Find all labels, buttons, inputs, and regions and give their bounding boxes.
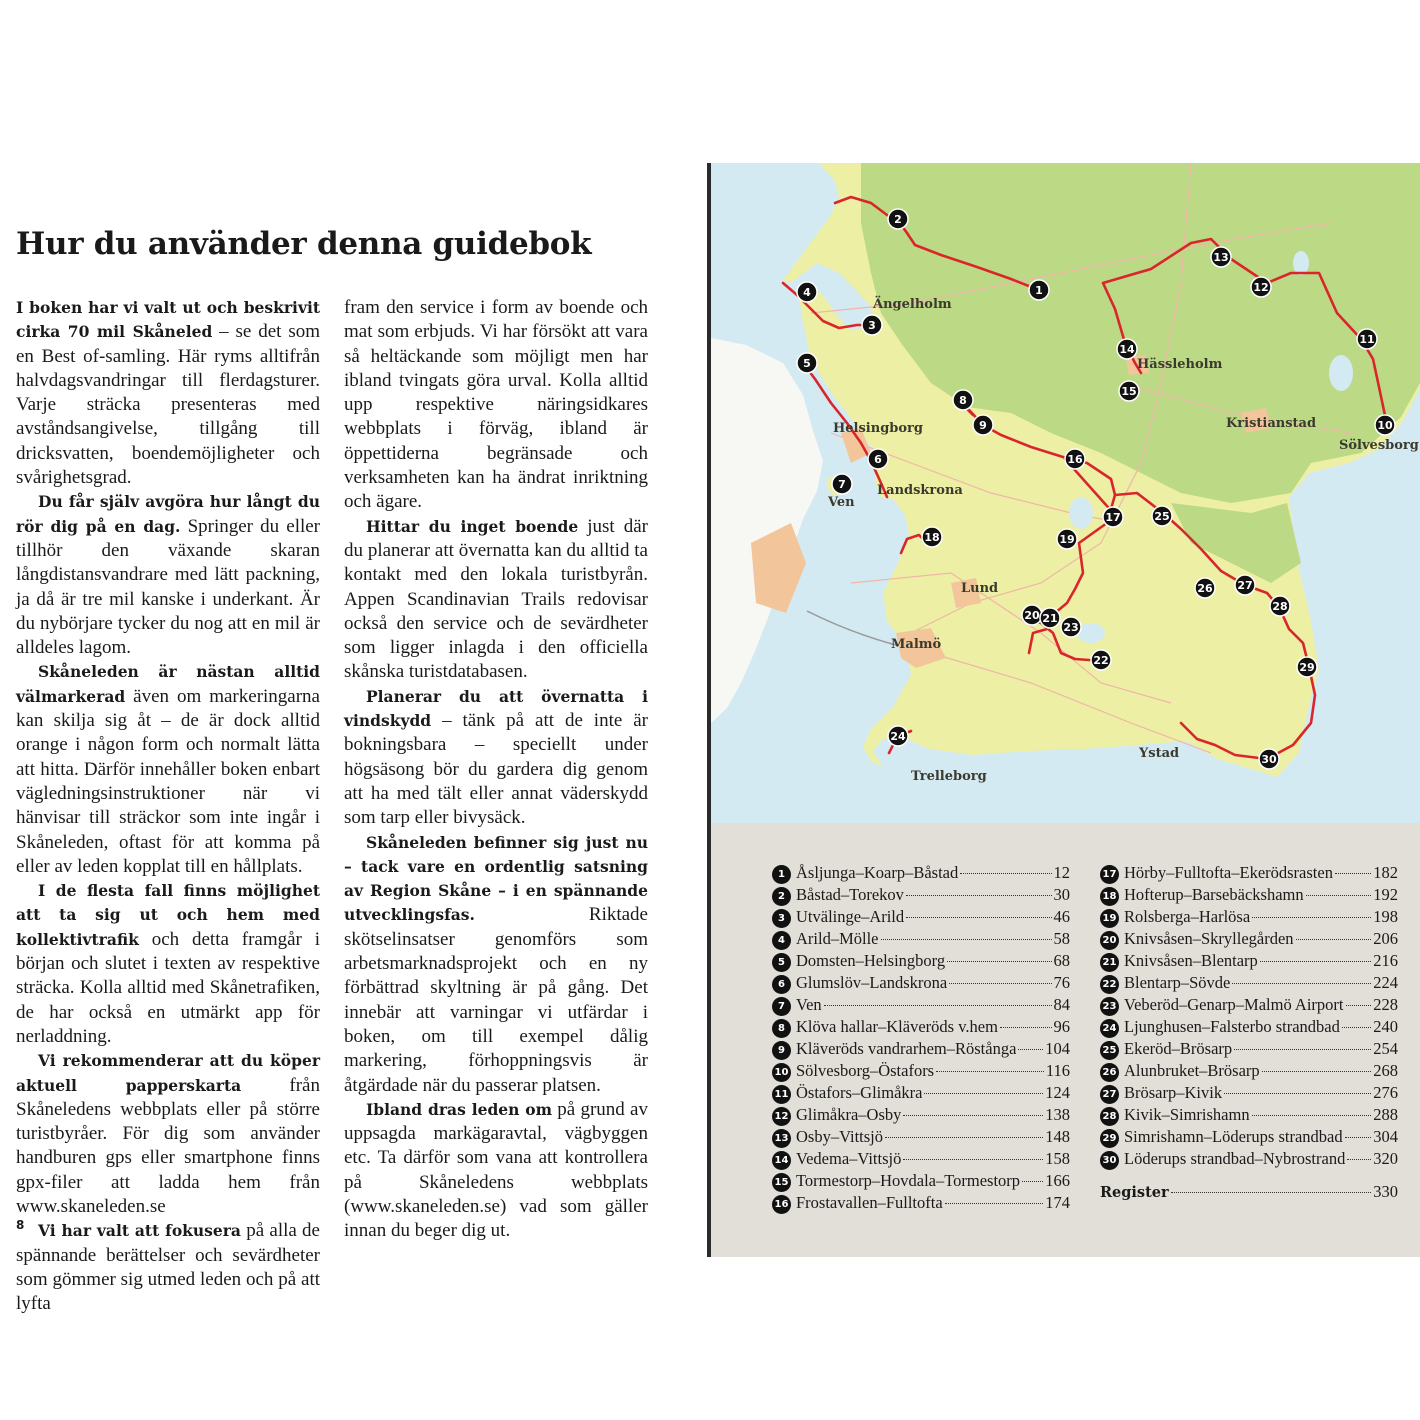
toc-leader [1260,961,1371,962]
route-number-badge: 29 [1100,1129,1119,1148]
route-marker-19 [1057,529,1077,549]
text-column-right [344,296,648,1244]
toc-title: Veberöd–Genarp–Malmö Airport [1124,995,1344,1014]
route-index [711,823,1420,1257]
paragraph-text: just där du planerar att övernatta kan du alltid ta kontakt med den lokala turistbyrån. Appen Scandinavian Trails redovisar också den service och de sevärdheter som ligger inlagda i den officiella skånska turistdatabasen. [344,515,648,683]
route-marker-23 [1061,617,1081,637]
toc-entry-21[interactable] [1100,951,1398,973]
lake-north [1293,251,1309,275]
map-svg [711,163,1420,823]
route-number-badge: 12 [772,1107,791,1126]
toc-title: Vedema–Vittsjö [796,1149,902,1168]
route-number-badge: 3 [772,909,791,928]
toc-entry-4[interactable] [772,929,1070,951]
route-number-badge: 16 [772,1195,791,1214]
marker-number: 23 [1063,621,1079,634]
toc-title: Glumslöv–Landskrona [796,973,948,992]
toc-leader [1234,1049,1371,1050]
toc-title: Sölvesborg–Östafors [796,1061,935,1080]
toc-title: Ljunghusen–Falsterbo strandbad [1124,1017,1340,1036]
toc-entry-24[interactable] [1100,1017,1398,1039]
label-landskrona: Landskrona [877,483,963,498]
marker-number: 1 [1035,284,1043,297]
toc-leader [906,917,1051,918]
toc-page: 228 [1373,995,1398,1014]
label-lund: Lund [961,581,999,596]
toc-entry-5[interactable] [772,951,1070,973]
route-marker-22 [1091,650,1111,670]
paragraph [16,1049,320,1219]
toc-page: 84 [1053,995,1070,1014]
toc-leader [1306,895,1372,896]
paragraph-text: Riktade skötselinsatser genomförs som arbetsmarknadsprojekt och en ny förbättrad skyltning är på gång. Det innebär att varningar vi utfärdar i boken, om till exempel dålig markering, förhoppningsvis är åtgärdade när du passerar platsen. [344,904,648,1096]
toc-entry-22[interactable] [1100,973,1398,995]
route-marker-4 [797,282,817,302]
route-marker-6 [868,449,888,469]
toc-title: Osby–Vittsjö [796,1127,884,1146]
marker-number: 24 [890,730,906,743]
route-marker-5 [797,353,817,373]
toc-title: Register [1100,1184,1169,1201]
route-marker-12 [1251,277,1271,297]
marker-number: 19 [1059,533,1075,546]
route-number-badge: 22 [1100,975,1119,994]
toc-leader [1232,983,1371,984]
paragraph [16,296,320,490]
toc-entry-26[interactable] [1100,1061,1398,1083]
marker-number: 7 [838,478,846,491]
paragraph [16,660,320,879]
toc-entry-14[interactable] [772,1149,1070,1171]
route-marker-30 [1259,749,1279,769]
register-entry[interactable] [1100,1182,1398,1204]
route-number-badge: 28 [1100,1107,1119,1126]
toc-page: 96 [1053,1017,1070,1036]
marker-number: 26 [1197,582,1213,595]
toc-leader [924,1093,1043,1094]
toc-title: Löderups strandbad–Nybrostrand [1124,1149,1346,1168]
text-column-left [16,296,320,1316]
paragraph [344,685,648,831]
toc-page: 240 [1373,1017,1398,1036]
route-marker-28 [1270,596,1290,616]
lead-in: I de flesta fall finns möjlighet att ta sig ut och hem med kollektivtrafik [16,881,320,949]
route-marker-29 [1297,657,1317,677]
lead-in: Vi rekommenderar att du köper aktuell papperskarta [16,1051,320,1095]
label-helsingborg: Helsingborg [833,421,923,436]
marker-number: 12 [1253,281,1269,294]
route-number-badge: 4 [772,931,791,950]
toc-page: 58 [1053,929,1070,948]
toc-leader [1347,1159,1371,1160]
route-number-badge: 23 [1100,997,1119,1016]
toc-entry-7[interactable] [772,995,1070,1017]
toc-title: Knivsåsen–Skryllegården [1124,929,1294,948]
label-ystad: Ystad [1139,746,1180,761]
paragraph-text: fram den service i form av boende och mat som erbjuds. Vi har försökt att vara så heltäckande som möjligt men har ibland tvingats göra urval. Kolla alltid upp respektive näringsidkares webbplats i förväg, ibland är öppettiderna begränsade och verksamheten kan ha ändrat inriktning och ägare. [344,297,648,513]
toc-page: 46 [1053,907,1070,926]
toc-leader [960,873,1051,874]
marker-number: 15 [1121,385,1137,398]
toc-entry-27[interactable] [1100,1083,1398,1105]
marker-number: 21 [1042,612,1058,625]
marker-number: 17 [1105,511,1121,524]
toc-entry-30[interactable] [1100,1149,1398,1171]
toc-title: Domsten–Helsingborg [796,951,946,970]
route-number-badge: 27 [1100,1085,1119,1104]
route-marker-18 [922,527,942,547]
route-index-right [1100,863,1398,1204]
toc-title: Arild–Mölle [796,929,879,948]
toc-page: 124 [1045,1083,1070,1102]
route-number-badge: 8 [772,1019,791,1038]
marker-number: 9 [979,419,987,432]
toc-leader [1171,1192,1372,1193]
toc-entry-29[interactable] [1100,1127,1398,1149]
lake-ringsjon [1069,497,1093,529]
route-number-badge: 2 [772,887,791,906]
route-number-badge: 26 [1100,1063,1119,1082]
marker-number: 6 [874,453,882,466]
toc-page: 182 [1373,863,1398,882]
toc-title: Blentarp–Sövde [1124,973,1231,992]
route-index-left [772,863,1070,1215]
route-marker-8 [953,390,973,410]
marker-number: 13 [1213,251,1229,264]
toc-leader [824,1005,1052,1006]
toc-leader [1018,1049,1043,1050]
toc-leader [885,1137,1043,1138]
label-malmo: Malmö [891,637,942,652]
toc-leader [949,983,1051,984]
marker-number: 2 [894,213,902,226]
route-number-badge: 7 [772,997,791,1016]
toc-title: Ven [796,995,822,1014]
toc-page: 30 [1053,885,1070,904]
label-trelleborg: Trelleborg [911,769,987,784]
toc-entry-13[interactable] [772,1127,1070,1149]
paragraph-text: på alla de spännande berättelser och sevärdheter som gömmer sig utmed leden och på att lyfta [16,1220,320,1315]
lead-in: Hittar du inget boende [366,516,579,536]
route-marker-27 [1235,575,1255,595]
toc-title: Hofterup–Barsebäckshamn [1124,885,1304,904]
toc-page: 268 [1373,1061,1398,1080]
toc-title: Simrishamn–Löderups strandbad [1124,1127,1343,1146]
label-hassleholm: Hässleholm [1137,357,1223,372]
toc-title: Alunbruket–Brösarp [1124,1061,1260,1080]
toc-leader [1000,1027,1052,1028]
route-number-badge: 24 [1100,1019,1119,1038]
toc-leader [1342,1027,1371,1028]
toc-page: 206 [1373,929,1398,948]
toc-page: 224 [1373,973,1398,992]
toc-page: 148 [1045,1127,1070,1146]
marker-number: 16 [1067,453,1083,466]
toc-entry-1[interactable] [772,863,1070,885]
route-number-badge: 10 [772,1063,791,1082]
toc-page: 192 [1373,885,1398,904]
toc-leader [903,1159,1043,1160]
toc-leader [1296,939,1372,940]
toc-title: Knivsåsen–Blentarp [1124,951,1258,970]
toc-entry-10[interactable] [772,1061,1070,1083]
toc-page: 288 [1373,1105,1398,1124]
toc-page: 330 [1373,1182,1398,1201]
route-marker-17 [1103,507,1123,527]
toc-leader [1346,1005,1372,1006]
toc-leader [947,961,1051,962]
route-marker-20 [1022,605,1042,625]
lead-in: Ibland dras leden om [366,1099,553,1119]
route-number-badge: 5 [772,953,791,972]
toc-leader [1022,1181,1043,1182]
toc-entry-19[interactable] [1100,907,1398,929]
route-marker-3 [862,315,882,335]
marker-number: 3 [868,319,876,332]
toc-page: 12 [1053,863,1070,882]
toc-title: Åsljunga–Koarp–Båstad [796,863,959,882]
lead-in: Skåneleden befinner sig just nu – tack vare en ordentlig satsning av Region Skåne – i en spännande utvecklingsfas. [344,832,648,925]
toc-title: Glimåkra–Osby [796,1105,902,1124]
marker-number: 4 [803,286,811,299]
marker-number: 28 [1272,600,1288,613]
route-number-badge: 25 [1100,1041,1119,1060]
label-ven: Ven [828,495,855,510]
route-number-badge: 14 [772,1151,791,1170]
route-number-badge: 18 [1100,887,1119,906]
toc-page: 68 [1053,951,1070,970]
toc-leader [1335,873,1371,874]
toc-page: 116 [1045,1061,1070,1080]
toc-entry-18[interactable] [1100,885,1398,907]
route-number-badge: 19 [1100,909,1119,928]
paragraph-text: – tänk på att de inte är bokningsbara – speciellt under högsäsong bör du gardera dig genom att ha med tält eller annat väderskydd som tarp eller bivysäck. [344,710,648,829]
toc-leader [1224,1093,1371,1094]
route-number-badge: 15 [772,1173,791,1192]
paragraph [344,296,648,515]
route-number-badge: 20 [1100,931,1119,950]
paragraph-text: och detta framgår i början och slutet i texten av respektive sträcka. Kolla alltid med Skånetrafiken, de har också en utmärkt app för nerladdning. [16,928,320,1047]
marker-number: 30 [1261,753,1277,766]
route-marker-25 [1152,506,1172,526]
toc-entry-2[interactable] [772,885,1070,907]
paragraph [16,490,320,660]
marker-number: 22 [1093,654,1109,667]
route-marker-10 [1375,415,1395,435]
route-marker-16 [1065,449,1085,469]
toc-title: Brösarp–Kivik [1124,1083,1223,1102]
toc-page: 158 [1045,1149,1070,1168]
marker-number: 8 [959,394,967,407]
paragraph [344,831,648,1098]
toc-entry-6[interactable] [772,973,1070,995]
route-marker-21 [1040,608,1060,628]
route-marker-2 [888,209,908,229]
paragraph [344,1098,648,1244]
toc-entry-25[interactable] [1100,1039,1398,1061]
toc-leader [936,1071,1044,1072]
route-number-badge: 13 [772,1129,791,1148]
toc-leader [1252,917,1371,918]
marker-number: 11 [1359,333,1375,346]
label-kristianstad: Kristianstad [1226,416,1317,431]
toc-leader [881,939,1052,940]
page-title: Hur du använder denna guidebok [16,226,592,262]
toc-leader [1252,1115,1372,1116]
paragraph-text: – se det som en Best of-samling. Här ryms alltifrån halvdagsvandringar till flerdagsturer. Varje sträcka presenteras med avståndsangivelse, tillgång till dricksvatten, boendemöjligheter och svårighetsgrad. [16,321,320,489]
toc-leader [1345,1137,1372,1138]
paragraph-text: Springer du eller tillhör den växande skaran långdistansvandrare med lätt packning, ja då är tre mil kanske i underkant. Är du nybörjare tycker du nog att en mil är alldeles lagom. [16,515,321,659]
marker-number: 29 [1299,661,1315,674]
lead-in: Vi har valt att fokusera [38,1221,241,1241]
route-marker-24 [888,726,908,746]
toc-title: Rolsberga–Harlösa [1124,907,1251,926]
toc-entry-3[interactable] [772,907,1070,929]
toc-entry-20[interactable] [1100,929,1398,951]
marker-number: 20 [1024,609,1040,622]
marker-number: 18 [924,531,940,544]
toc-title: Utvälinge–Arild [796,907,905,926]
toc-entry-16[interactable] [772,1193,1070,1215]
route-number-badge: 17 [1100,865,1119,884]
marker-number: 25 [1154,510,1170,523]
toc-page: 216 [1373,951,1398,970]
toc-page: 104 [1045,1039,1070,1058]
marker-number: 5 [803,357,811,370]
label-solvesborg: Sölvesborg [1339,438,1419,453]
toc-title: Hörby–Fulltofta–Ekerödsrasten [1124,863,1333,882]
route-number-badge: 21 [1100,953,1119,972]
toc-entry-9[interactable] [772,1039,1070,1061]
route-marker-15 [1119,381,1139,401]
route-number-badge: 6 [772,975,791,994]
toc-entry-12[interactable] [772,1105,1070,1127]
toc-title: Östafors–Glimåkra [796,1083,923,1102]
toc-page: 254 [1373,1039,1398,1058]
route-marker-11 [1357,329,1377,349]
toc-entry-8[interactable] [772,1017,1070,1039]
toc-page: 174 [1045,1193,1070,1212]
toc-page: 276 [1373,1083,1398,1102]
paragraph-text: även om markeringarna kan skilja sig åt – de är dock alltid orange i någon form och normalt lätta att hitta. Därför innehåller boken enbart vägledningsinstruktioner när vi hänvisar till sträckor som inte ingår i Skåneleden, oftast för att komma på eller av leden kopplat till en hållplats. [16,685,320,877]
toc-page: 304 [1373,1127,1398,1146]
lead-in: Du får själv avgöra hur långt du rör dig på en dag. [16,492,320,536]
toc-entry-15[interactable] [772,1171,1070,1193]
route-marker-1 [1029,280,1049,300]
route-marker-26 [1195,578,1215,598]
toc-title: Båstad–Torekov [796,885,904,904]
lake-ivosjon [1329,355,1353,391]
toc-page: 166 [1045,1171,1070,1190]
route-marker-7 [832,474,852,494]
route-marker-9 [973,415,993,435]
toc-title: Klöva hallar–Kläveröds v.hem [796,1017,998,1036]
marker-number: 14 [1119,343,1135,356]
route-number-badge: 30 [1100,1151,1119,1170]
lead-in: Planerar du att övernatta i vindskydd [344,686,648,731]
toc-title: Kläveröds vandrarhem–Röstånga [796,1039,1017,1058]
route-number-badge: 11 [772,1085,791,1104]
lead-in: Skåneleden är nästan alltid välmarkerad [16,662,320,706]
marker-number: 27 [1237,579,1253,592]
toc-title: Frostavallen–Fulltofta [796,1193,943,1212]
paragraph-text: från Skåneledens webbplats eller på större turistbyråer. För dig som använder handburen gps eller smartphone finns gpx-filer att ladda hem från www.skaneleden.se [16,1074,320,1217]
toc-entry-11[interactable] [772,1083,1070,1105]
marker-number: 10 [1377,419,1393,432]
route-number-badge: 9 [772,1041,791,1060]
toc-page: 76 [1053,973,1070,992]
toc-leader [945,1203,1044,1204]
toc-entry-17[interactable] [1100,863,1398,885]
page-number: 8 [16,1218,25,1232]
route-marker-14 [1117,339,1137,359]
toc-page: 138 [1045,1105,1070,1124]
toc-leader [903,1115,1043,1116]
label-angelholm: Ängelholm [873,297,952,312]
toc-leader [1262,1071,1372,1072]
route-number-badge: 1 [772,865,791,884]
toc-entry-23[interactable] [1100,995,1398,1017]
route-marker-13 [1211,247,1231,267]
toc-title: Ekeröd–Brösarp [1124,1039,1233,1058]
toc-page: 320 [1373,1149,1398,1168]
route-map [711,163,1420,823]
toc-page: 198 [1373,907,1398,926]
toc-title: Kivik–Simrishamn [1124,1105,1250,1124]
lead-in: I boken har vi valt ut och beskrivit cirka 70 mil Skåneled [16,298,320,342]
paragraph [16,1219,320,1316]
toc-title: Tormestorp–Hovdala–Tormestorp [796,1171,1021,1190]
paragraph-text: på grund av uppsagda markägaravtal, vägbyggen etc. Ta därför som vana att kontrollera på Skåneledens webbplats (www.skaneleden.se) vad som gäller innan du beger dig ut. [344,1098,648,1242]
paragraph [344,515,648,685]
toc-entry-28[interactable] [1100,1105,1398,1127]
route-index-right-rows [1100,863,1398,1171]
paragraph [16,879,320,1049]
toc-leader [906,895,1052,896]
